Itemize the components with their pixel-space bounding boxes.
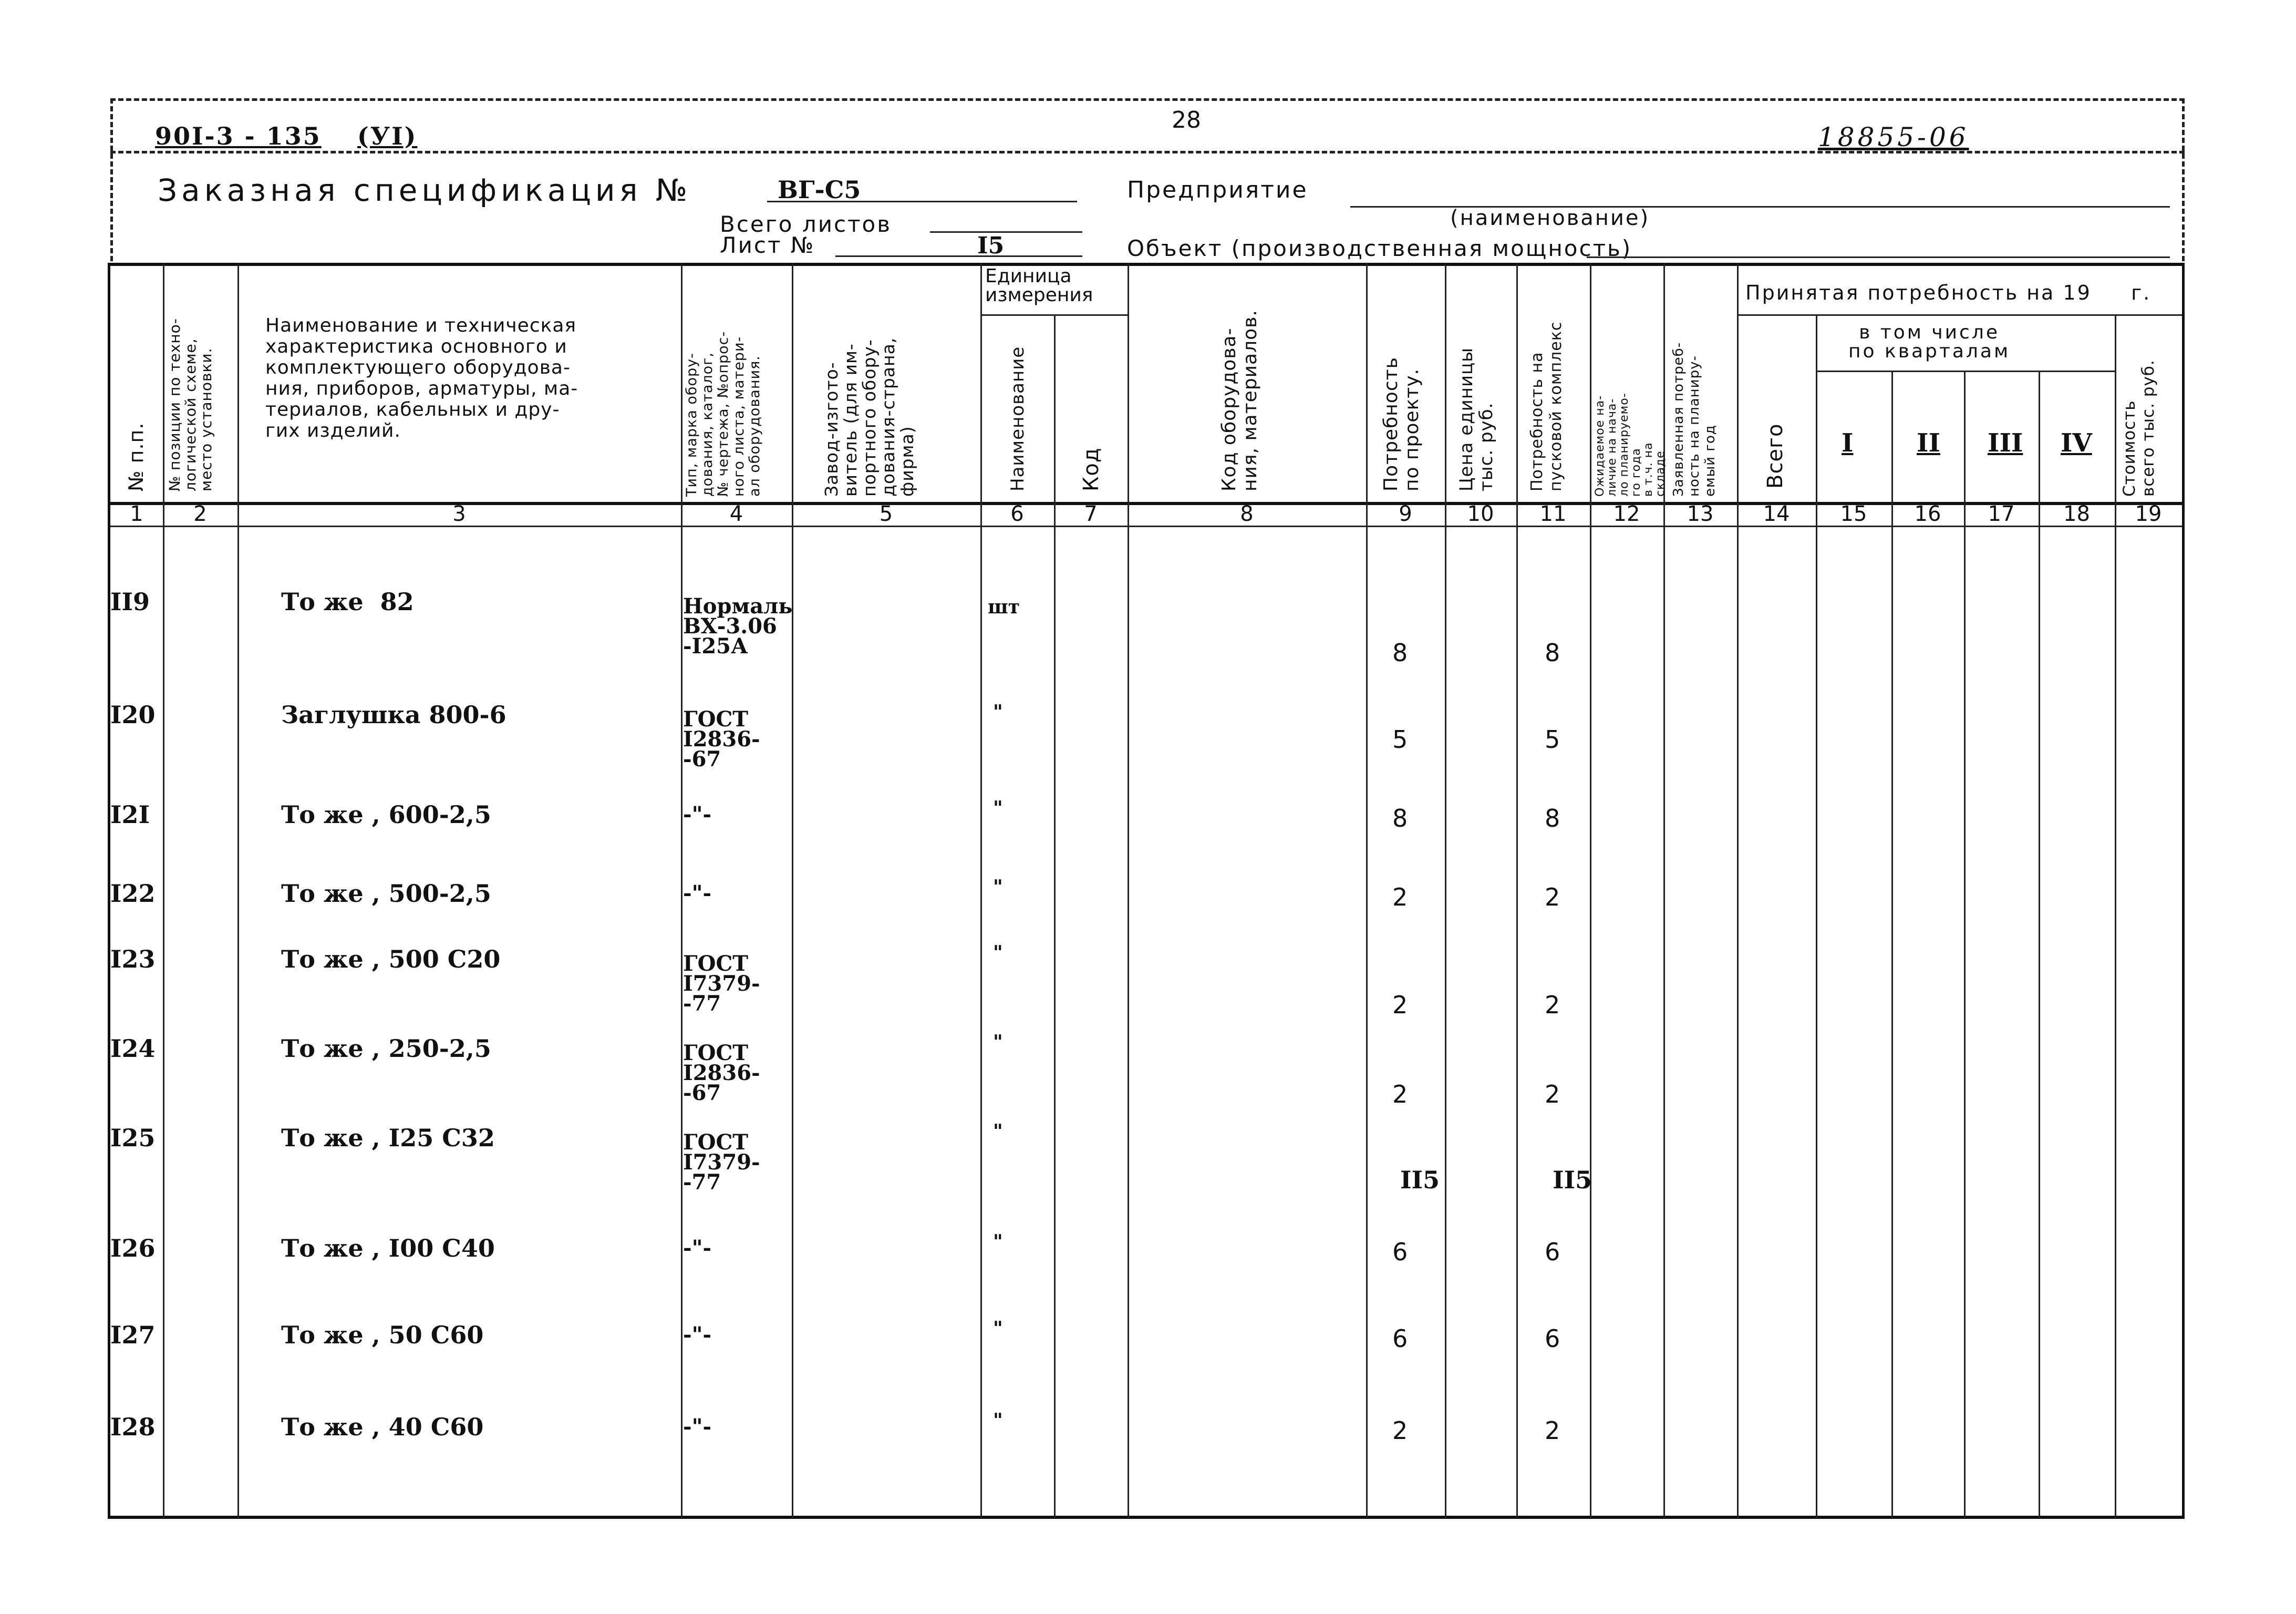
- colnum-16: 16: [1914, 502, 1941, 526]
- colnum-11: 11: [1539, 502, 1567, 526]
- colnum-4: 4: [729, 502, 743, 526]
- header-c18: IV: [2061, 428, 2092, 458]
- row-no: I2I: [110, 800, 150, 829]
- header-c13: Заявленная потреб- ность на планиру- емый год: [1671, 342, 1718, 497]
- col-line: [1816, 314, 1817, 1518]
- header-c1: № п.п.: [125, 422, 148, 491]
- col-line: [237, 263, 239, 1518]
- row-need: 6: [1392, 1238, 1408, 1266]
- header-c12: Ожидаемое на- личие на нача- ло планируемо- го года в т.ч. на складе: [1594, 393, 1667, 497]
- row-type: -"-: [683, 881, 712, 906]
- row-launch: 2: [1545, 1416, 1560, 1445]
- header-c3: Наименование и техническая характеристика основного и комплектующего оборудова- ния, приборов, арматуры, ма- териалов, кабельных и дру- гих изделий.: [265, 315, 578, 441]
- col-line: [1516, 263, 1518, 1518]
- row-need: 2: [1392, 883, 1408, 911]
- row-name: То же , 500-2,5: [281, 879, 491, 908]
- row-need: 8: [1392, 639, 1408, 667]
- col-line: [1128, 263, 1129, 1518]
- row-name: То же , 250-2,5: [281, 1034, 491, 1063]
- header-c14: Всего: [1763, 423, 1787, 489]
- table-top-border: [110, 263, 2185, 266]
- row-name: То же , 40 С60: [281, 1413, 484, 1441]
- colnum-12: 12: [1613, 502, 1640, 526]
- header-c11: Потребность на пусковой комплекс: [1528, 321, 1565, 491]
- header-quarters-group: в том числе по кварталам: [1848, 322, 2011, 362]
- row-name: То же , 50 С60: [281, 1321, 484, 1349]
- row-no: II9: [110, 588, 150, 616]
- header-c15: I: [1842, 428, 1854, 458]
- col-line: [792, 263, 793, 1518]
- header-accepted: Принятая потребность на 19 г.: [1745, 281, 2152, 304]
- row-no: I25: [110, 1124, 156, 1152]
- row-type: -"-: [683, 802, 712, 827]
- col-line: [1590, 263, 1591, 1518]
- row-launch: 6: [1545, 1324, 1560, 1353]
- row-launch: 2: [1545, 1080, 1560, 1108]
- row-name: То же , I00 С40: [281, 1234, 495, 1262]
- spec-title: Заказная спецификация №: [158, 172, 692, 208]
- row-launch: 8: [1545, 804, 1560, 832]
- header-c17: III: [1988, 428, 2023, 458]
- doc-code: 90I-3 - 135: [155, 122, 322, 150]
- sheet-number-line: [835, 255, 1082, 257]
- spec-number-line: [767, 201, 1077, 202]
- col-line: [1054, 314, 1056, 1518]
- sheet-no-label: Лист №: [720, 232, 815, 258]
- colnum-14: 14: [1763, 502, 1790, 526]
- row-unit: ": [993, 701, 1003, 723]
- row-unit: ": [993, 797, 1003, 819]
- row-need: 2: [1392, 1416, 1408, 1445]
- col-line: [1445, 263, 1446, 1518]
- row-type: ГОСТ I2836- -67: [683, 707, 760, 772]
- row-need: 8: [1392, 804, 1408, 832]
- accepted-group-line: [1737, 314, 2182, 316]
- row-unit: ": [993, 1318, 1003, 1340]
- row-unit: ": [993, 1231, 1003, 1253]
- row-no: I23: [110, 945, 156, 973]
- frame-right-dashed: [2182, 98, 2185, 261]
- row-need: 5: [1392, 725, 1408, 754]
- row-need: II5: [1400, 1166, 1440, 1194]
- naming-label: (наименование): [1450, 206, 1650, 230]
- colnum-7: 7: [1084, 502, 1098, 526]
- row-name: То же , 600-2,5: [281, 800, 491, 829]
- row-no: I24: [110, 1034, 156, 1063]
- col-line: [1964, 371, 1966, 1518]
- row-name: То же , 500 С20: [281, 945, 501, 973]
- unit-group-line: [980, 314, 1128, 316]
- row-type: ГОСТ I7379- -77: [683, 951, 760, 1016]
- header-c6: Наименование: [1007, 346, 1028, 491]
- colnum-17: 17: [1988, 502, 2015, 526]
- row-name: То же , I25 С32: [281, 1124, 495, 1152]
- header-c2: № позиции по техно- логической схеме, место установки.: [166, 318, 215, 491]
- row-need: 2: [1392, 991, 1408, 1019]
- row-no: I26: [110, 1234, 156, 1262]
- colnum-2: 2: [193, 502, 207, 526]
- header-c10: Цена единицы тыс. руб.: [1456, 347, 1497, 491]
- doc-number: 18855-06: [1818, 122, 1969, 152]
- col-line: [681, 263, 682, 1518]
- row-unit: ": [993, 942, 1003, 964]
- colnum-6: 6: [1010, 502, 1024, 526]
- spec-number: ВГ-С5: [778, 176, 861, 204]
- colnum-9: 9: [1399, 502, 1412, 526]
- col-line: [163, 263, 164, 1518]
- colnum-1: 1: [130, 502, 143, 526]
- colnum-18: 18: [2063, 502, 2090, 526]
- col-line: [1891, 371, 1893, 1518]
- row-unit: ": [993, 876, 1003, 898]
- header-c16: II: [1917, 428, 1940, 458]
- total-sheets-label: Всего листов: [720, 211, 892, 237]
- enterprise-label: Предприятие: [1127, 177, 1308, 203]
- row-unit: ": [993, 1410, 1003, 1432]
- row-type: -"-: [683, 1414, 712, 1439]
- row-unit: ": [993, 1031, 1003, 1053]
- quarters-group-line: [1816, 371, 2115, 372]
- row-no: I20: [110, 701, 156, 729]
- row-name: Заглушка 800-6: [281, 701, 506, 729]
- row-launch: 6: [1545, 1238, 1560, 1266]
- row-launch: 5: [1545, 725, 1560, 754]
- row-type: -"-: [683, 1322, 712, 1347]
- row-need: 2: [1392, 1080, 1408, 1108]
- col-line: [980, 263, 982, 1518]
- sheet-number: I5: [977, 232, 1005, 259]
- row-type: -"-: [683, 1236, 712, 1260]
- colnum-5: 5: [879, 502, 893, 526]
- object-label: Объект (производственная мощность): [1127, 235, 1632, 261]
- header-c5: Завод-изгото- витель (для им- портного обору- дования-страна, фирма): [821, 337, 917, 497]
- col-line: [2115, 314, 2116, 1518]
- colnum-10: 10: [1467, 502, 1494, 526]
- colnum-3: 3: [452, 502, 466, 526]
- header-c19: Стоимость всего тыс. руб.: [2120, 359, 2158, 497]
- colnum-8: 8: [1240, 502, 1254, 526]
- col-line: [2039, 371, 2040, 1518]
- header-c4: Тип, марка обору- дования, каталог, № чертежа, №опрос- ного листа, матери- ал оборудования.: [684, 331, 763, 497]
- colnum-15: 15: [1840, 502, 1867, 526]
- row-launch: II5: [1553, 1166, 1592, 1194]
- table-right-border: [2182, 263, 2185, 1518]
- row-unit: шт: [988, 596, 1020, 618]
- row-name: То же 82: [281, 588, 414, 616]
- colnum-19: 19: [2135, 502, 2162, 526]
- row-no: I27: [110, 1321, 156, 1349]
- header-c8: Код оборудова- ния, материалов.: [1218, 310, 1261, 491]
- page-number: 28: [1172, 107, 1201, 133]
- header-c7: Код: [1079, 447, 1103, 491]
- frame-top-border: [110, 98, 2185, 101]
- row-type: ГОСТ I2836- -67: [683, 1041, 760, 1105]
- col-line: [1737, 263, 1739, 1518]
- row-unit: ": [993, 1120, 1003, 1143]
- table-bottom-border: [108, 1516, 2185, 1519]
- doc-section: (УI): [357, 122, 418, 150]
- row-launch: 2: [1545, 883, 1560, 911]
- row-no: I28: [110, 1413, 156, 1441]
- row-type: ГОСТ I7379- -77: [683, 1130, 760, 1195]
- total-sheets-line: [930, 231, 1082, 233]
- header-c9: Потребность по проекту.: [1380, 357, 1423, 491]
- col-line: [1366, 263, 1368, 1518]
- object-line: [1587, 256, 2170, 258]
- colnum-13: 13: [1687, 502, 1714, 526]
- row-type: Нормаль ВХ-3.06 -I25А: [683, 594, 793, 659]
- row-launch: 8: [1545, 639, 1560, 667]
- row-need: 6: [1392, 1324, 1408, 1353]
- row-no: I22: [110, 879, 156, 908]
- frame-left-dashed: [110, 98, 113, 261]
- header-unit-group: Единица измерения: [985, 265, 1093, 306]
- row-launch: 2: [1545, 991, 1560, 1019]
